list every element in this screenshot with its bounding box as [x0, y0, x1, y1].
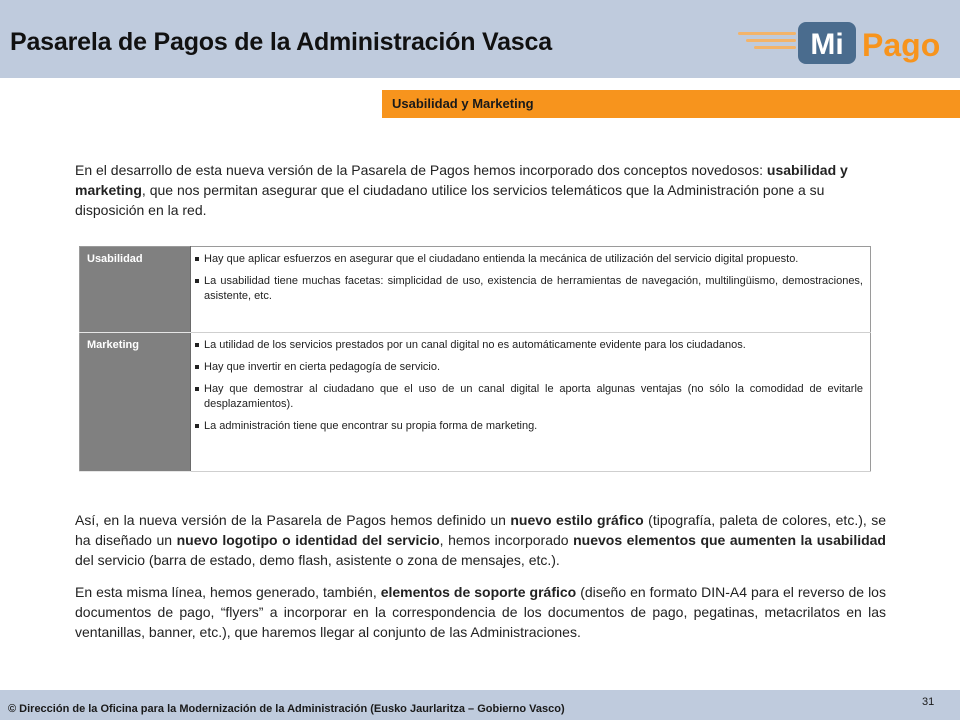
paragraph-soporte-grafico — [75, 582, 886, 642]
row-content-marketing — [191, 333, 871, 472]
paragraph-text: En esta misma línea, hemos generado, también, — [75, 584, 381, 600]
list-item — [195, 419, 863, 434]
paragraph-text: (tipografía, paleta de colores, etc.), se ha diseñado un — [75, 512, 887, 548]
bullet-square-icon — [195, 365, 199, 369]
paragraph-text: Así, en la nueva versión de la Pasarela de Pagos hemos definido un — [75, 512, 511, 528]
speed-lines-icon — [738, 32, 796, 49]
logo-mi-text: Mi — [810, 28, 844, 61]
bullet-square-icon — [195, 279, 199, 283]
bullet-square-icon — [195, 387, 199, 391]
section-label: Usabilidad y Marketing — [392, 96, 534, 111]
list-item — [195, 382, 863, 412]
intro-text-start: En el desarrollo de esta nueva versión de la Pasarela de Pagos hemos incorporado dos conceptos novedosos: — [75, 162, 767, 178]
list-item-text: Hay que aplicar esfuerzos en asegurar que el ciudadano entienda la mecánica de utilización del servicio digital propuesto. — [204, 253, 799, 265]
paragraph-bold: nuevos elementos que aumenten la usabilidad — [573, 532, 886, 548]
list-item-text: La utilidad de los servicios prestados por un canal digital no es automáticamente evidente para los ciudadanos. — [204, 339, 746, 351]
intro-paragraph — [75, 160, 883, 220]
section-header-bar — [382, 90, 960, 118]
concepts-table — [79, 246, 871, 472]
logo-pago-text: Pago — [862, 27, 941, 63]
intro-text-end: , que nos permitan asegurar que el ciudadano utilice los servicios telemáticos que la Administración pone a su disposición en la red. — [75, 182, 825, 218]
list-item-text: La usabilidad tiene muchas facetas: simplicidad de uso, existencia de herramientas de navegación, multilingüismo, demostraciones, asistente, etc. — [204, 275, 863, 302]
footer-copyright: © Dirección de la Oficina para la Modernización de la Administración (Eusko Jaurlaritza – Gobierno Vasco) — [8, 703, 565, 715]
row-content-usabilidad — [191, 247, 871, 333]
bullet-square-icon — [195, 257, 199, 261]
paragraph-text: (diseño en formato DIN-A4 para el reverso de los documentos de pago, “flyers” a incorporar en la correspondencia de los documentos de pago, pegatinas, metacrilatos en las ventanillas, banner, etc.), que haremos llegar al conjunto de las Administraciones. — [75, 584, 886, 640]
paragraph-text: , hemos incorporado — [439, 532, 574, 548]
mipago-logo — [738, 18, 948, 68]
bullet-square-icon — [195, 343, 199, 347]
page-number: 31 — [922, 696, 935, 708]
table-row-usabilidad — [80, 247, 871, 333]
slide-footer — [0, 690, 960, 720]
intro-text-bold: usabilidad y marketing — [75, 162, 848, 198]
table-row-marketing — [80, 333, 871, 472]
bullet-square-icon — [195, 424, 199, 428]
row-label-usabilidad: Usabilidad — [80, 247, 191, 333]
slide-title: Pasarela de Pagos de la Administración Vasca — [10, 28, 552, 56]
paragraph-text: del servicio (barra de estado, demo flash, asistente o zona de mensajes, etc.). — [75, 552, 560, 568]
body-text — [75, 510, 886, 654]
paragraph-estilo-grafico — [75, 510, 886, 570]
list-item — [195, 252, 863, 267]
list-item — [195, 338, 863, 353]
list-item — [195, 360, 863, 375]
row-label-marketing: Marketing — [80, 333, 191, 472]
slide-header — [0, 0, 960, 78]
paragraph-bold: nuevo logotipo o identidad del servicio — [176, 532, 440, 548]
paragraph-bold: nuevo estilo gráfico — [510, 512, 644, 528]
list-item — [195, 274, 863, 304]
paragraph-bold: elementos de soporte gráfico — [380, 584, 577, 600]
list-item-text: La administración tiene que encontrar su propia forma de marketing. — [204, 420, 538, 432]
list-item-text: Hay que invertir en cierta pedagogía de servicio. — [204, 361, 441, 373]
list-item-text: Hay que demostrar al ciudadano que el uso de un canal digital le aporta algunas ventajas (no sólo la comodidad de evitarle desplazamientos). — [204, 383, 863, 410]
